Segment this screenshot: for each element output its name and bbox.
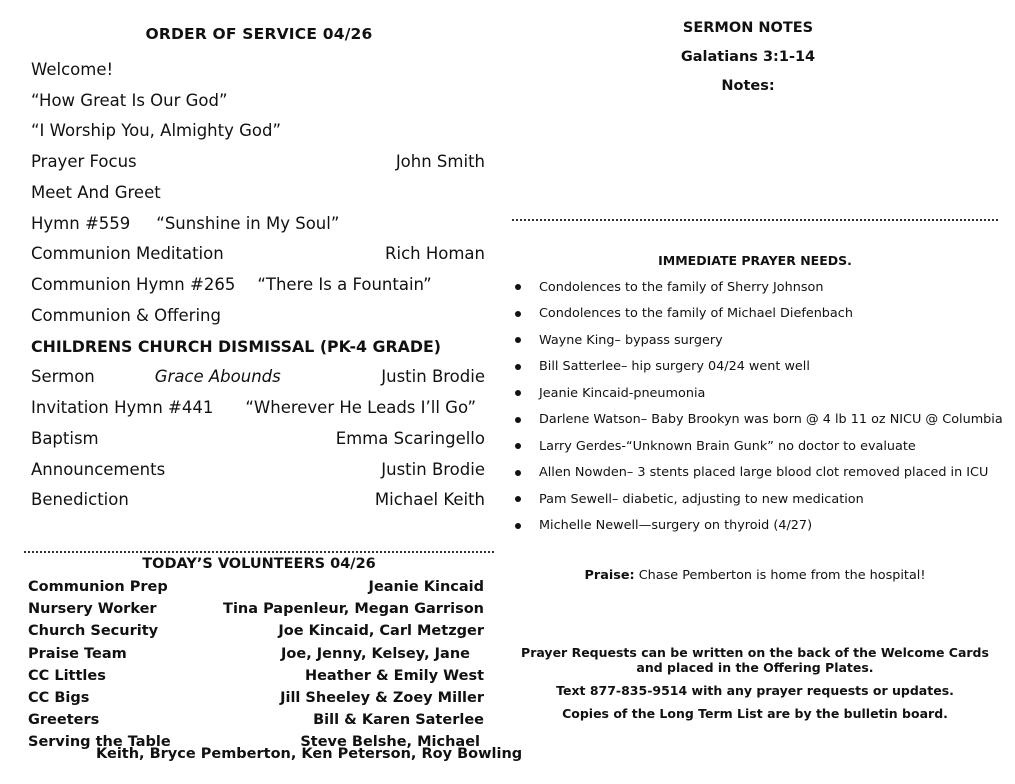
service-item-label: Communion Meditation: [31, 244, 224, 264]
bullet-icon: [515, 470, 521, 476]
bullet-icon: [515, 496, 521, 502]
list-item: [515, 301, 1005, 328]
list-item: [515, 274, 1005, 301]
requests-line-2: and placed in the Offering Plates.: [636, 660, 874, 675]
volunteer-names-continued: Keith, Bryce Pemberton, Ken Peterson, Roy Bowling: [96, 746, 523, 762]
praise-note: [512, 568, 998, 583]
praise-label: Praise:: [584, 568, 635, 583]
praise-text: Chase Pemberton is home from the hospital!: [634, 568, 926, 583]
service-item: [31, 423, 485, 454]
volunteer-role: Serving the Table: [28, 734, 171, 751]
prayer-need-text: Allen Nowden– 3 stents placed large blood clot removed placed in ICU: [539, 465, 989, 481]
service-item: [31, 146, 485, 177]
prayer-needs-title: IMMEDIATE PRAYER NEEDS.: [658, 253, 852, 268]
service-item-label: Sermon: [31, 367, 95, 387]
prayer-need-text: Wayne King– bypass surgery: [539, 332, 723, 348]
service-item-label: Welcome!: [31, 59, 114, 79]
list-item: [515, 460, 1005, 487]
list-item: [515, 433, 1005, 460]
volunteer-row: [28, 687, 484, 709]
prayer-need-text: Jeanie Kincaid-pneumonia: [539, 385, 706, 401]
service-item-label: Benediction: [31, 490, 129, 510]
prayer-need-text: Bill Satterlee– hip surgery 04/24 went well: [539, 359, 810, 375]
list-item: [515, 407, 1005, 434]
volunteer-row: [28, 643, 484, 665]
service-item-leader: John Smith: [395, 152, 485, 172]
volunteers-list: [28, 576, 484, 754]
volunteer-role: CC Littles: [28, 667, 106, 684]
service-item: [31, 208, 485, 239]
service-item-leader: Justin Brodie: [381, 459, 485, 479]
requests-text-line: Text 877-835-9514 with any prayer requests or updates.: [556, 683, 954, 698]
service-item-label: “I Worship You, Almighty God”: [31, 121, 282, 141]
volunteer-names: Joe Kincaid, Carl Metzger: [278, 623, 484, 640]
volunteer-role: Communion Prep: [28, 579, 168, 596]
long-term-list-note: Copies of the Long Term List are by the bulletin board.: [562, 706, 948, 721]
volunteer-row: [28, 576, 484, 598]
volunteer-names: Steve Belshe, Michael: [300, 734, 480, 751]
volunteer-names: Joe, Jenny, Kelsey, Jane: [281, 645, 470, 662]
service-item: [31, 269, 485, 300]
volunteer-role: CC Bigs: [28, 690, 90, 707]
service-item: [31, 331, 485, 362]
service-item: [31, 239, 485, 270]
volunteer-role: Greeters: [28, 712, 100, 729]
service-item-label: Baptism: [31, 428, 99, 448]
bullet-icon: [515, 443, 521, 449]
service-item: [31, 85, 485, 116]
service-item-label: CHILDRENS CHURCH DISMISSAL (PK-4 GRADE): [31, 336, 442, 356]
service-item-leader: Justin Brodie: [381, 367, 485, 387]
volunteer-role: Nursery Worker: [28, 601, 157, 618]
service-item-label: Invitation Hymn #441: [31, 398, 214, 418]
list-item: [515, 486, 1005, 513]
volunteer-role: Praise Team: [28, 645, 127, 662]
notes-label: Notes:: [721, 78, 775, 94]
prayer-need-text: Michelle Newell—surgery on thyroid (4/27): [539, 518, 813, 534]
service-item: [31, 54, 485, 85]
service-item: [31, 362, 485, 393]
service-item: [31, 392, 485, 423]
service-item-label: Meet And Greet: [31, 182, 161, 202]
sermon-notes-title: SERMON NOTES: [682, 20, 814, 36]
service-item-leader: Michael Keith: [374, 490, 485, 510]
service-item: [31, 300, 485, 331]
prayer-need-text: Larry Gerdes-“Unknown Brain Gunk” no doctor to evaluate: [539, 438, 916, 454]
list-item: [515, 327, 1005, 354]
service-item-song: “Sunshine in My Soul”: [156, 213, 340, 233]
sermon-passage: Galatians 3:1-14: [680, 49, 816, 65]
volunteer-names: Bill & Karen Saterlee: [313, 712, 484, 729]
section-divider: [24, 551, 494, 553]
order-of-service-title: ORDER OF SERVICE 04/26: [145, 25, 373, 43]
prayer-need-text: Pam Sewell– diabetic, adjusting to new medication: [539, 491, 864, 507]
volunteer-row: [28, 665, 484, 687]
requests-line-1: Prayer Requests can be written on the back of the Welcome Cards: [521, 645, 989, 660]
volunteer-row: [28, 620, 484, 642]
volunteer-names: Jill Sheeley & Zoey Miller: [280, 690, 484, 707]
bullet-icon: [515, 417, 521, 423]
bullet-icon: [515, 390, 521, 396]
sermon-title: Grace Abounds: [154, 367, 281, 387]
volunteer-names: Heather & Emily West: [304, 667, 484, 684]
service-item-label: Communion & Offering: [31, 305, 221, 325]
service-item-label: Announcements: [31, 459, 166, 479]
volunteer-row: [28, 709, 484, 731]
list-item: [515, 513, 1005, 540]
volunteer-names: Tina Papenleur, Megan Garrison: [223, 601, 484, 618]
volunteers-title: TODAY’S VOLUNTEERS 04/26: [142, 556, 376, 572]
service-item-label: Hymn #559: [31, 213, 131, 233]
volunteer-row: [28, 598, 484, 620]
service-item-label: Prayer Focus: [31, 152, 137, 172]
service-item: [31, 485, 485, 516]
volunteer-names: Jeanie Kincaid: [368, 579, 484, 596]
service-item-song: “Wherever He Leads I’ll Go”: [245, 398, 477, 418]
service-item: [31, 177, 485, 208]
volunteer-role: Church Security: [28, 623, 159, 640]
list-item: [515, 354, 1005, 381]
prayer-need-text: Darlene Watson– Baby Brookyn was born @ 4 lb 11 oz NICU @ Columbia: [539, 412, 1003, 428]
prayer-needs-list: [515, 274, 1005, 539]
prayer-need-text: Condolences to the family of Sherry Johnson: [539, 279, 824, 295]
list-item: [515, 380, 1005, 407]
service-item: [31, 454, 485, 485]
service-item: [31, 116, 485, 147]
bullet-icon: [515, 284, 521, 290]
service-item-song: “There Is a Fountain”: [257, 275, 432, 295]
bullet-icon: [515, 337, 521, 343]
service-item-leader: Emma Scaringello: [335, 428, 485, 448]
section-divider: [512, 219, 998, 221]
service-item-label: Communion Hymn #265: [31, 275, 236, 295]
service-item-label: “How Great Is Our God”: [31, 90, 228, 110]
order-of-service-list: [31, 54, 485, 515]
bullet-icon: [515, 311, 521, 317]
bullet-icon: [515, 364, 521, 370]
bullet-icon: [515, 523, 521, 529]
service-item-leader: Rich Homan: [385, 244, 485, 264]
prayer-need-text: Condolences to the family of Michael Diefenbach: [539, 306, 853, 322]
